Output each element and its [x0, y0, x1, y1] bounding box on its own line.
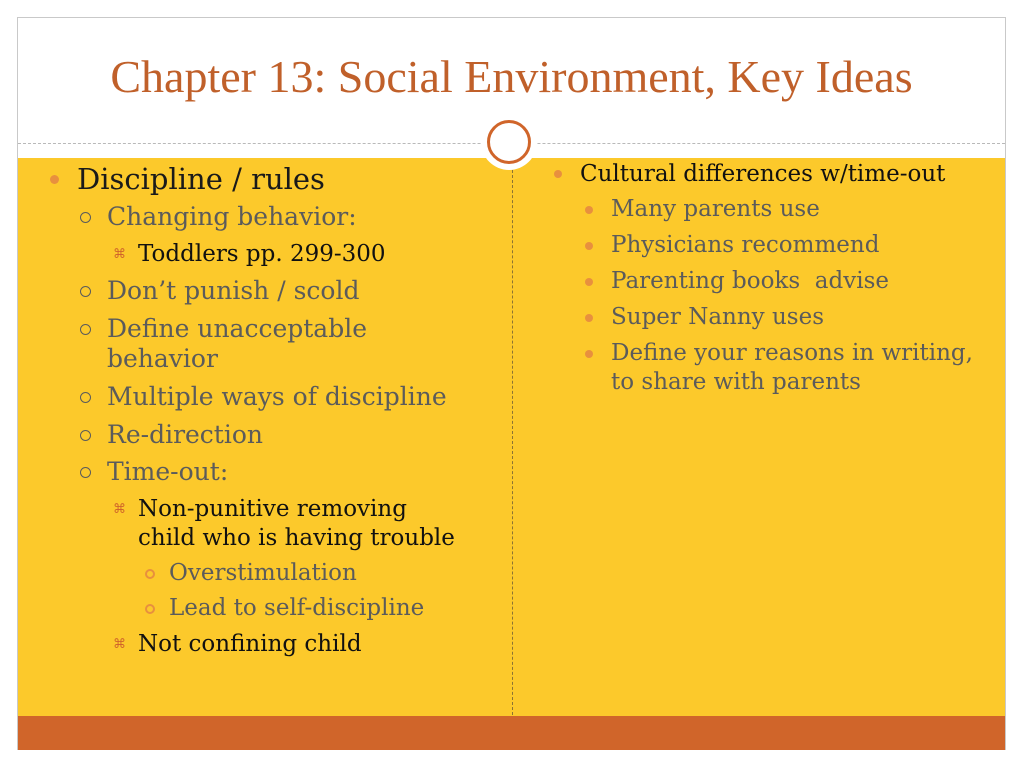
star-bullet-icon: ⌘: [113, 247, 126, 262]
bullet-text: Many parents use: [611, 196, 820, 222]
bullet-ring-orange-icon: [145, 604, 155, 614]
slide: [17, 17, 1006, 750]
bullet-text: Toddlers pp. 299-300: [138, 241, 386, 267]
circle-ornament-icon: [481, 114, 537, 170]
bullet-text: Multiple ways of discipline: [107, 382, 447, 411]
column-divider: [512, 170, 513, 715]
content-panel: [18, 158, 1005, 716]
bullet-dot-icon: [50, 175, 59, 184]
slide-title: Chapter 13: Social Environment, Key Ideas: [110, 51, 913, 102]
bullet-text: Non-punitive removing: [138, 496, 407, 522]
bullet-text: Time-out:: [107, 457, 229, 486]
bullet-ring-orange-icon: [145, 569, 155, 579]
star-bullet-icon: ⌘: [113, 502, 126, 517]
bullet-dot-icon: [554, 170, 562, 178]
bullet-ring-icon: [80, 430, 91, 441]
footer-bar: [18, 716, 1005, 750]
bullet-text-continued: behavior: [107, 344, 218, 373]
bullet-dot-icon: [585, 314, 593, 322]
bullet-dot-icon: [585, 278, 593, 286]
bullet-text-continued: to share with parents: [611, 369, 861, 395]
bullet-ring-icon: [80, 212, 91, 223]
bullet-ring-icon: [80, 286, 91, 297]
bullet-text: Define unacceptable: [107, 314, 368, 343]
bullet-text: Physicians recommend: [611, 232, 880, 258]
bullet-ring-icon: [80, 392, 91, 403]
ornament-ring: [487, 120, 531, 164]
bullet-dot-icon: [585, 350, 593, 358]
bullet-text: Don’t punish / scold: [107, 276, 360, 305]
bullet-text: Define your reasons in writing,: [611, 340, 973, 366]
star-bullet-icon: ⌘: [113, 637, 126, 652]
bullet-text: Not confining child: [138, 631, 362, 657]
bullet-text: Super Nanny uses: [611, 304, 825, 330]
bullet-dot-icon: [585, 242, 593, 250]
bullet-text: Lead to self-discipline: [169, 595, 425, 621]
bullet-text: Parenting books advise: [611, 268, 889, 294]
bullet-ring-icon: [80, 467, 91, 478]
bullet-text: Cultural differences w/time-out: [580, 161, 946, 187]
bullet-text: Overstimulation: [169, 560, 357, 586]
bullet-dot-icon: [585, 206, 593, 214]
bullet-text-continued: child who is having trouble: [138, 525, 455, 551]
bullet-text: Discipline / rules: [77, 162, 325, 196]
bullet-ring-icon: [80, 324, 91, 335]
bullet-text: Changing behavior:: [107, 202, 357, 231]
bullet-text: Re-direction: [107, 420, 264, 449]
